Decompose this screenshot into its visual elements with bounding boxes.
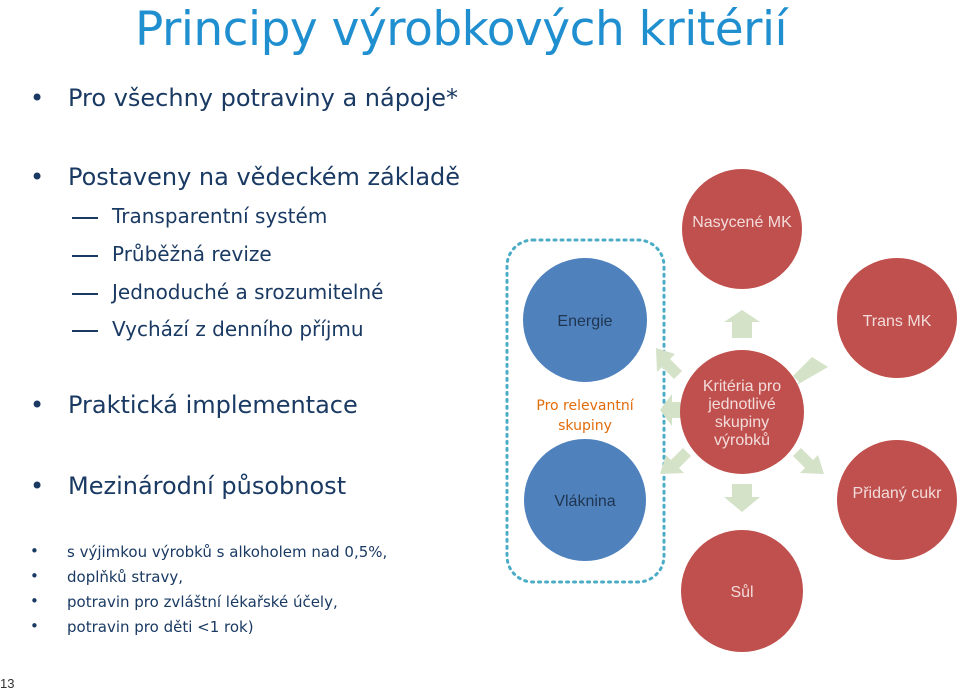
bullet-text: Mezinárodní působnost xyxy=(68,472,347,500)
nasycene-label: Nasycené MK xyxy=(692,214,792,231)
vlaknina-label: Vláknina xyxy=(554,493,616,510)
footnote-line: • s výjimkou výrobků s alkoholem nad 0,5%, xyxy=(30,542,388,561)
energie-label: Energie xyxy=(557,313,613,330)
center-label: Kritéria pro jednotlivé skupiny výrobků xyxy=(702,378,782,449)
bullet-dot: • xyxy=(30,84,45,112)
arrow-up-right xyxy=(793,357,828,386)
bullet-dot: • xyxy=(30,617,39,635)
bullet-dot: • xyxy=(30,567,39,585)
arrow-up xyxy=(724,310,760,338)
sub-bullet: Průběžná revize xyxy=(112,242,272,266)
trans-label: Trans MK xyxy=(862,313,932,330)
bullet-dot: • xyxy=(30,592,39,610)
sub-bullet: Vychází z denního příjmu xyxy=(112,317,364,341)
sub-bullet: Jednoduché a srozumitelné xyxy=(112,280,383,304)
slide-title: Principy výrobkových kritérií xyxy=(135,2,788,57)
relevant-group-label: Pro relevantní skupiny xyxy=(536,398,634,434)
arrow-up-left xyxy=(656,348,682,379)
bullet-dot: • xyxy=(30,542,39,560)
bullet-dot: • xyxy=(30,472,45,500)
footnote-line: • potravin pro zvláštní lékařské účely, xyxy=(30,592,338,611)
sub-bullet: Transparentní systém xyxy=(112,204,327,228)
arrow-down xyxy=(724,484,760,512)
arrow-down-right xyxy=(793,448,824,474)
bullet-text: Pro všechny potraviny a nápoje* xyxy=(68,84,459,112)
page-number: 13 xyxy=(0,676,15,691)
bullet-text: Postaveny na vědeckém základě xyxy=(68,163,461,191)
cukr-label: Přidaný cukr xyxy=(852,485,942,502)
bullet-dot: • xyxy=(30,391,45,419)
bullet-dot: • xyxy=(30,163,45,191)
footnote-line: • doplňků stravy, xyxy=(30,567,183,586)
footnote-line: • potravin pro děti <1 rok) xyxy=(30,617,254,636)
sul-label: Sůl xyxy=(730,584,754,601)
bullet-text: Praktická implementace xyxy=(68,391,358,419)
